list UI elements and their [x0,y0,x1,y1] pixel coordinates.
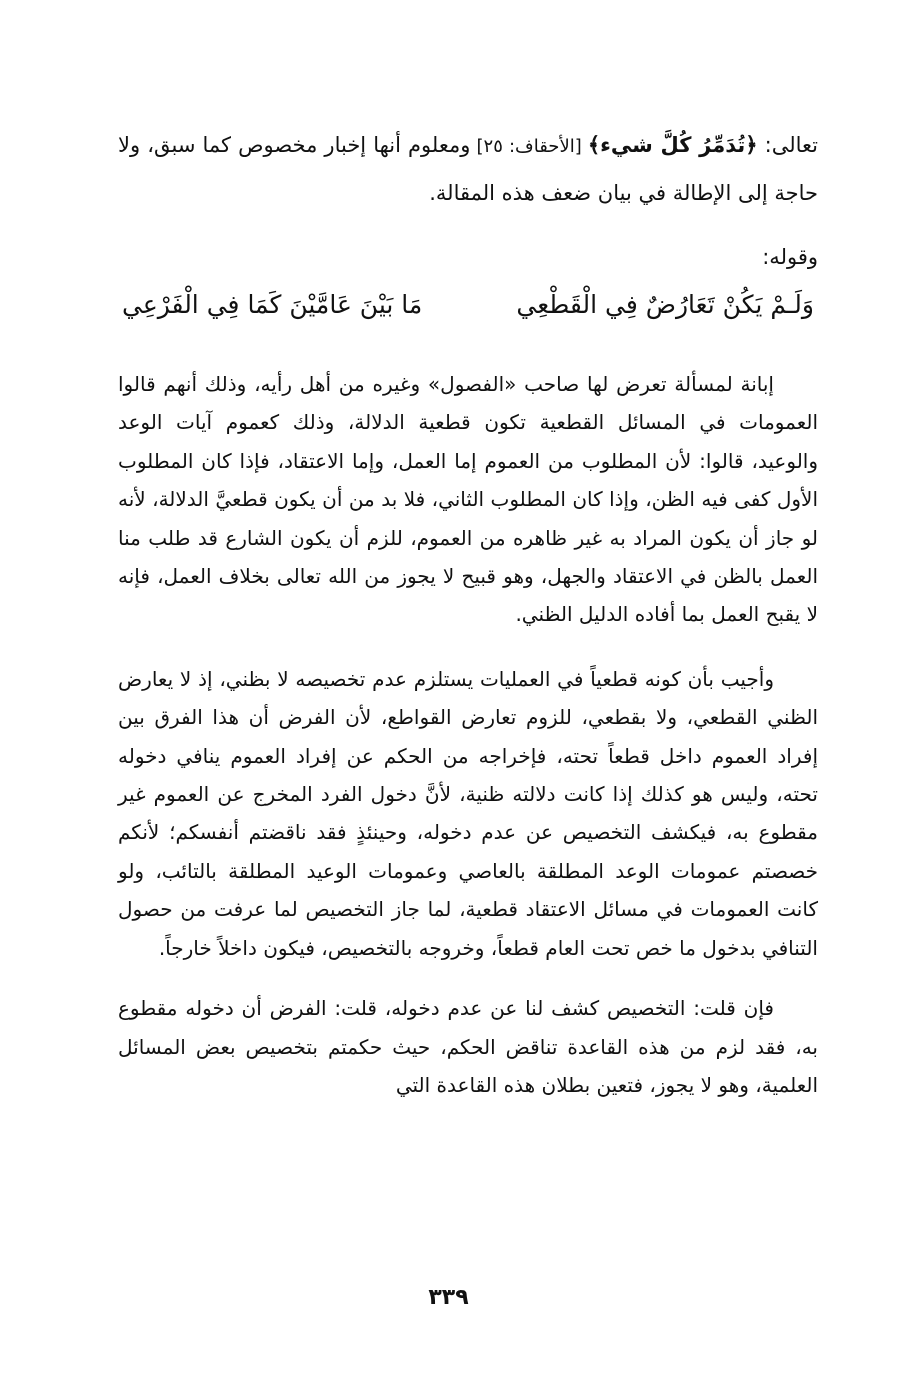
quran-reference: [الأحقاف: ٢٥] [470,136,588,157]
page-number: ٣٣٩ [428,1285,469,1310]
lead-paragraph [118,122,818,217]
lead-pre: تعالى: [757,133,819,157]
paragraph-1: إبانة لمسألة تعرض لها صاحب «الفصول» وغيره من أهل رأيه، وذلك أنهم قالوا العمومات في المسائل القطعية تكون قطعية الدلالة، وذلك كعموم آيات الوعد والوعيد، قالوا: لأن المطلوب من العموم إما العمل، وإما الاعتقاد، فإذا كان المطلوب الأول كفى فيه الظن، وإذا كان المطلوب الثاني، فلا بد من أن يكون قطعيَّ الدلالة، لأنه لو جاز أن يكون المراد به غير ظاهره من العموم، للزم أن يكون الشارع قد طلب منا العمل بالظن في الاعتقاد والجهل، وهو قبيح لا يجوز من الله تعالى بخلاف العمل، فإنه لا يقبح العمل بما أفاده الدليل الظني. [118,372,818,627]
paragraph-3: فإن قلت: التخصيص كشف لنا عن عدم دخوله، قلت: الفرض أن دخوله مقطوع به، فقد لزم من هذه القاعدة تناقض الحكم، حيث حكمتم بتخصيص بعض المسائل العلمية، وهو لا يجوز، فتعين بطلان هذه القاعدة التي [118,996,818,1097]
verse-intro: وقوله: [762,245,818,269]
verse-hemistich-first: وَلَـمْ يَكُنْ تَعَارُضٌ فِي الْقَطْعِي [516,290,814,319]
verse-hemistich-second: مَا بَيْنَ عَامَّيْنَ كَمَا فِي الْفَرْعِي [122,290,423,319]
paragraph-2: وأجيب بأن كونه قطعياً في العمليات يستلزم عدم تخصيصه لا بظني، إذ لا يعارض الظني القطعي، ولا بقطعي، للزوم تعارض القواطع، لأن الفرض أن هذا الفرق بين إفراد العموم داخل قطعاً تحته، فإخراجه من الحكم عن إفراد العموم ينافي دخوله تحته، وليس هو كذلك إذا كانت دلالته ظنية، لأنَّ دخول الفرد المخرج عن العموم غير مقطوع به، فيكشف التخصيص عن عدم دخوله، وحينئذٍ فقد ناقضتم أنفسكم؛ لأنكم خصصتم عمومات الوعد المطلقة بالعاصي وعمومات الوعيد المطلقة بالتائب، ولو كانت العمومات في مسائل الاعتقاد قطعية، لما جاز التخصيص لما عرفت من حصول التنافي بدخول ما خص تحت العام قطعاً، وخروجه بالتخصيص، فيكون داخلاً خارجاً. [118,666,818,960]
quran-quote: ﴿تُدَمِّرُ كُلَّ شيء﴾ [587,133,758,157]
poem-verse [122,281,814,329]
page-body [118,122,818,1104]
lead-post: ومعلوم أنها إخبار مخصوص كما سبق، ولا حاجة إلى الإطالة في بيان ضعف هذه المقالة. [118,133,818,205]
